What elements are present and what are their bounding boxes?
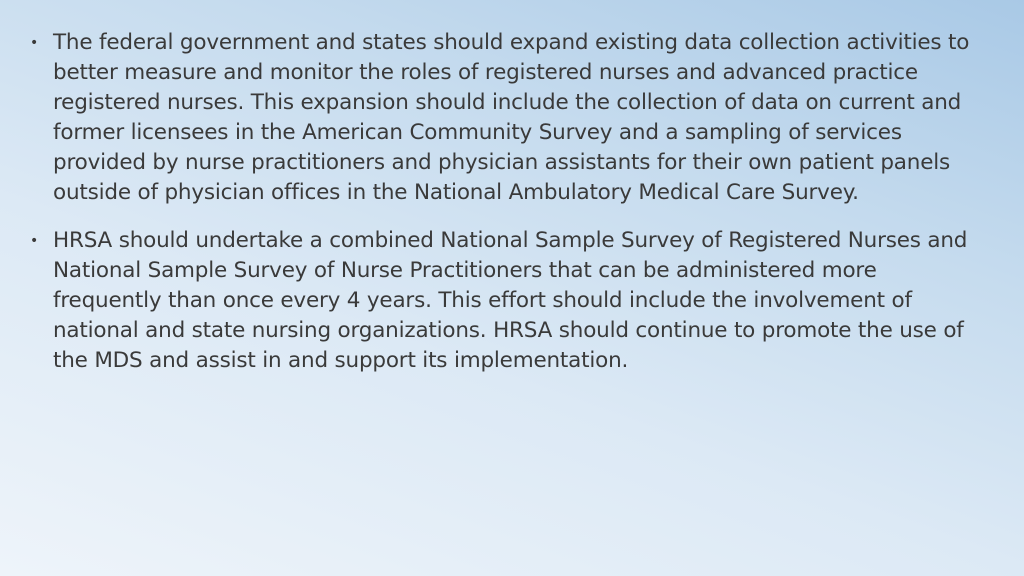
bullet-item-hrsa-survey <box>28 226 978 376</box>
bullet-text: The federal government and states should expand existing data collection activities to better measure and monitor the roles of registered nurses and advanced practice registered nurses. This expansion should include the collection of data on current and former licensees in the American Community Survey and a sampling of services provided by nurse practitioners and physician assistants for their own patient panels outside of physician offices in the National Ambulatory Medical Care Survey. <box>53 30 970 205</box>
bullet-item-data-collection <box>28 28 978 208</box>
bullet-list <box>28 28 978 394</box>
bullet-text: HRSA should undertake a combined National Sample Survey of Registered Nurses and National Sample Survey of Nurse Practitioners that can be administered more frequently than once every 4 years. This effort should include the involvement of national and state nursing organizations. HRSA should continue to promote the use of the MDS and assist in and support its implementation. <box>53 228 968 373</box>
bullet-icon: • <box>30 233 39 249</box>
bullet-icon: • <box>30 35 39 51</box>
